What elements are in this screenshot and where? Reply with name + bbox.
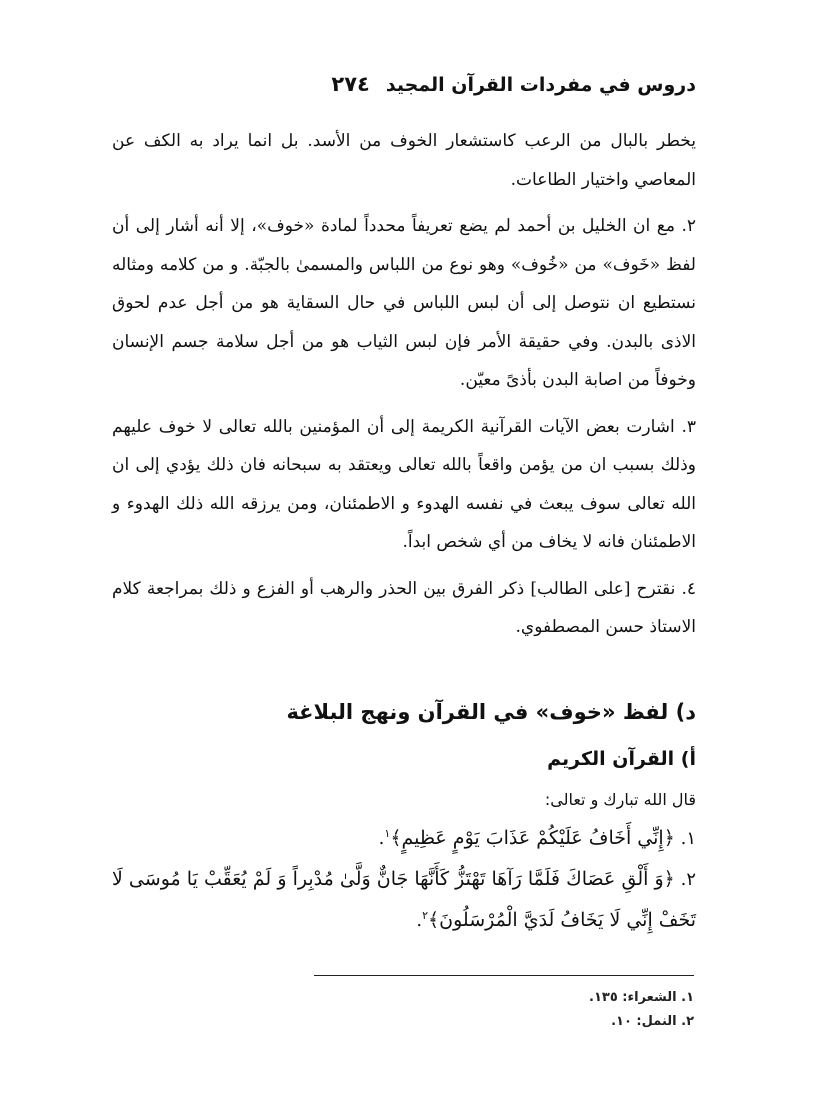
paragraph-3: ٣. اشارت بعض الآيات القرآنية الكريمة إلى أن المؤمنين بالله تعالى لا خوف عليهم وذلك بسبب ان من يؤمن واقعاً بالله تعالى ويعتقد به سبحانه فان ذلك يؤدي إلى ان الله تعالى سوف يبعث في نفسه الهدوء و الاطمئنان، ومن يرزقه الله ذلك الهدوء و الاطمئنان فانه لا يخاف من أي شخص ابداً. [112, 416, 696, 552]
running-header [331, 72, 696, 96]
paragraph-2: ٢. مع ان الخليل بن أحمد لم يضع تعريفاً محدداً لمادة «خوف»، إلا أنه أشار إلى أن لفظ «خَوف» من «خُوف» وهو نوع من اللباس والمسمىٰ بالجبّة. و من كلامه ومثاله نستطيع ان نتوصل إلى أن لبس اللباس في حال السقاية هو من أجل عدم لحوق الاذى بالبدن. وفي حقيقة الأمر فإن لبس الثياب هو من أجل سلامة جسم الإنسان وخوفاً من اصابة البدن بأذىً معيّن. [112, 216, 696, 390]
verse-item [112, 818, 696, 859]
paragraph-4: ٤. نقترح [على الطالب] ذكر الفرق بين الحذر والرهب أو الفزع و ذلك بمراجعة كلام الاستاذ حسن المصطفوي. [112, 578, 696, 637]
body-text [112, 122, 696, 647]
page-number: ٢٧٤ [331, 72, 370, 96]
footnote-ref: ١ [384, 827, 391, 840]
verse-end: . [416, 910, 423, 931]
verse-number: ٢. [680, 869, 696, 890]
verse-list [112, 818, 696, 941]
verse-text: ﴿إِنِّي أَخَافُ عَلَيْكُمْ عَذَابَ يَوْمٍ عَظِيمٍ﴾ [390, 827, 675, 849]
book-title: دروس في مفردات القرآن المجيد [385, 74, 696, 96]
footnotes [589, 986, 694, 1034]
footnote-divider [314, 975, 694, 976]
verse-item [112, 859, 696, 941]
paragraph-1: يخطر بالبال من الرعب كاستشعار الخوف من الأسد. بل انما يراد به الكف عن المعاصي واختيار الطاعات. [112, 131, 696, 190]
verse-end: . [378, 828, 385, 849]
verse-number: ١. [680, 828, 696, 849]
footnote-1: ١. الشعراء: ١٣٥. [589, 990, 694, 1005]
verses-intro: قال الله تبارك و تعالى: [544, 790, 696, 809]
footnote-2: ٢. النمل: ١٠. [611, 1014, 694, 1029]
footnote-ref: ٢ [422, 909, 429, 922]
verse-text: ﴿وَ أَلْقِ عَصَاكَ فَلَمَّا رَآهَا تَهْتَزُّ كَأَنَّهَا جَانٌّ وَلَّىٰ مُدْبِراً وَ لَمْ يُعَقِّبْ يَا مُوسَى لَا تَخَفْ إِنِّي لَا يَخَافُ لَدَيَّ الْمُرْسَلُونَ﴾ [112, 868, 696, 931]
section-subheading: أ) القرآن الكريم [547, 748, 696, 770]
section-heading: د) لفظ «خوف» في القرآن ونهج البلاغة [286, 700, 696, 724]
